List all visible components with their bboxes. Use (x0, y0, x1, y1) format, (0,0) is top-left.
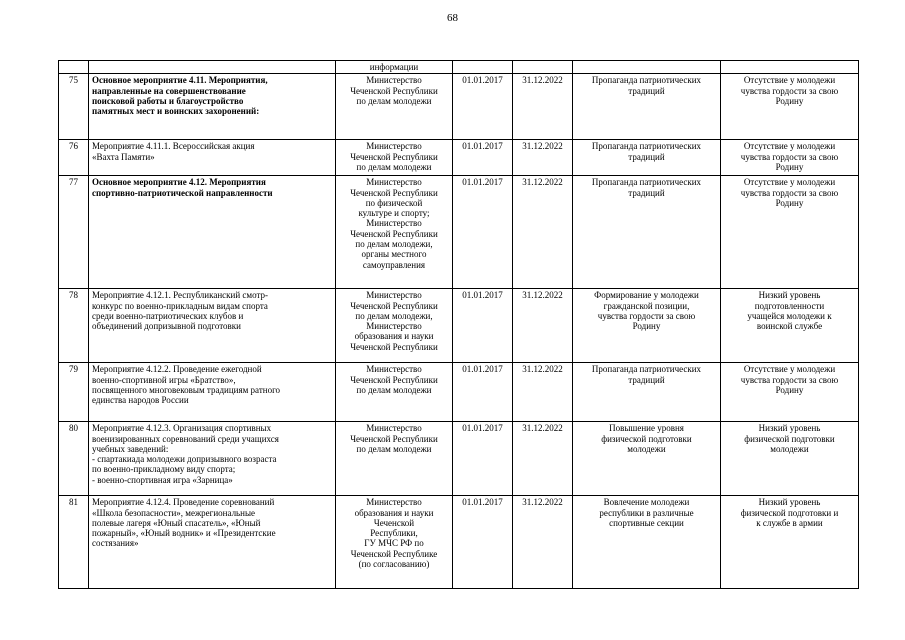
cell-text-line: по военно-прикладному виду спорта; (92, 464, 236, 475)
cell-text-line: молодежи (627, 443, 666, 454)
cell-text-line: Вовлечение молодежи (603, 497, 690, 508)
cell-text-line: посвященного многовековым традициям ратного (92, 384, 281, 395)
cell-text-line: (по согласованию) (358, 559, 430, 570)
executor-cell (336, 363, 453, 422)
measure-name-cell (89, 289, 336, 363)
consequence-cell (721, 363, 859, 422)
start-date-cell: 01.01.2017 (453, 140, 513, 176)
cell-text-line: чувства гордости за свою (740, 374, 839, 385)
expected-result-cell (573, 74, 721, 140)
table-row (59, 289, 859, 363)
cell-text-line: состязания» (92, 538, 139, 549)
action-plan-table (58, 60, 859, 589)
cell-text-line: Формирование у молодежи (594, 290, 699, 301)
row-number-cell: 78 (59, 289, 89, 363)
cell-text-line: воинской службе (756, 321, 823, 332)
row-number-cell: 81 (59, 496, 89, 589)
cell-text-line: Отсутствие у молодежи (743, 75, 836, 86)
cell-text-line: Министерство (366, 364, 422, 375)
cell-text-line: учебных заведений: (92, 443, 169, 454)
row-number-cell: 79 (59, 363, 89, 422)
consequence-cell (721, 496, 859, 589)
cell-text-line: Основное мероприятие 4.12. Мероприятия (92, 177, 266, 188)
start-date-cell: 01.01.2017 (453, 363, 513, 422)
cell-text-line: Отсутствие у молодежи (743, 364, 836, 375)
cell-text-line: - военно-спортивная игра «Зарница» (92, 474, 233, 485)
cell-text-line: полевые лагеря «Юный спасатель», «Юный (92, 517, 261, 528)
cell-text-line: Родину (775, 95, 804, 106)
cell-text-line: чувства гордости за свою (740, 151, 839, 162)
cell-text-line: Отсутствие у молодежи (743, 141, 836, 152)
cell-text-line: Чеченской Республики (350, 228, 438, 239)
cell-text-line: среди военно-патриотических клубов и (92, 310, 244, 321)
cell-text-line: образования и науки (354, 507, 434, 518)
cell-text-line: по делам молодежи, (355, 310, 433, 321)
cell-text-line: «Школа безопасности», межрегиональные (92, 507, 256, 518)
cell-text-line: Пропаганда патриотических (591, 177, 702, 188)
table-row (59, 140, 859, 176)
cell-text-line: по делам молодежи (356, 384, 432, 395)
consequence-cell (721, 422, 859, 496)
measure-name-cell (89, 363, 336, 422)
cell-text-line: традиций (628, 151, 665, 162)
measure-name-cell (89, 422, 336, 496)
cell-text-line: по делам молодежи, (355, 239, 433, 250)
cell-text-line: Родину (632, 321, 661, 332)
cell-text-line: традиций (628, 187, 665, 198)
row-number-cell (59, 61, 89, 74)
cell-text-line: направленные на совершенствование (92, 85, 246, 96)
measure-name-cell (89, 74, 336, 140)
cell-text-line: Низкий уровень (758, 497, 821, 508)
cell-text-line: Пропаганда патриотических (591, 364, 702, 375)
start-date-cell: 01.01.2017 (453, 74, 513, 140)
cell-text-line: учащейся молодежи к (747, 310, 832, 321)
cell-text-line: конкурс по военно-прикладным видам спорта (92, 300, 268, 311)
measure-name-cell (89, 176, 336, 289)
cell-text-line: военизированных соревнований среди учащихся (92, 433, 279, 444)
cell-text-line: образования и науки (354, 331, 434, 342)
executor-cell: информации (336, 61, 453, 74)
start-date-cell: 01.01.2017 (453, 422, 513, 496)
cell-text-line: Мероприятие 4.12.3. Организация спортивных (92, 423, 272, 434)
expected-result-cell (573, 363, 721, 422)
cell-text-line: Чеченской Республики (350, 433, 438, 444)
cell-text-line: Родину (775, 161, 804, 172)
row-number-cell: 76 (59, 140, 89, 176)
cell-text-line: спортивные секции (609, 517, 684, 528)
cell-text-line: Повышение уровня (609, 423, 684, 434)
cell-text-line: памятных мест и воинских захоронений: (92, 106, 260, 117)
cell-text-line: Министерство (366, 321, 422, 332)
table-row (59, 496, 859, 589)
cell-text-line: Мероприятие 4.12.4. Проведение соревнований (92, 497, 275, 508)
start-date-cell (453, 61, 513, 74)
start-date-cell: 01.01.2017 (453, 289, 513, 363)
executor-cell (336, 140, 453, 176)
cell-text-line: Пропаганда патриотических (591, 75, 702, 86)
cell-text-line: Министерство (366, 290, 422, 301)
executor-cell (336, 74, 453, 140)
cell-text-line: Пропаганда патриотических (591, 141, 702, 152)
expected-result-cell (573, 289, 721, 363)
cell-text-line: традиций (628, 85, 665, 96)
cell-text-line: Чеченской Республики (350, 300, 438, 311)
cell-text-line: военно-спортивной игры «Братство», (92, 374, 236, 385)
executor-cell (336, 176, 453, 289)
cell-text-line: Низкий уровень (758, 290, 821, 301)
measure-name-cell (89, 496, 336, 589)
cell-text-line: Министерство (366, 423, 422, 434)
cell-text-line: чувства гордости за свою (740, 85, 839, 96)
executor-cell (336, 289, 453, 363)
end-date-cell: 31.12.2022 (513, 140, 573, 176)
cell-text-line: чувства гордости за свою (597, 310, 696, 321)
cell-text-line: - спартакиада молодежи допризывного возраста (92, 454, 277, 465)
cell-text-line: объединений допризывной подготовки (92, 321, 241, 332)
cell-text-line: культуре и спорту; (358, 208, 430, 219)
consequence-cell (721, 140, 859, 176)
cell-text-line: физической подготовки (601, 433, 692, 444)
row-number-cell: 77 (59, 176, 89, 289)
end-date-cell: 31.12.2022 (513, 289, 573, 363)
cell-text-line: Министерство (366, 75, 422, 86)
cell-text-line: Родину (775, 384, 804, 395)
expected-result-cell (573, 61, 721, 74)
cell-text-line: спортивно-патриотической направленности (92, 187, 273, 198)
cell-text-line: по делам молодежи (356, 95, 432, 106)
cell-text-line: физической подготовки (744, 433, 835, 444)
cell-text-line: Министерство (366, 177, 422, 188)
cell-text-line: органы местного (361, 249, 427, 260)
cell-text-line: поисковой работы и благоустройство (92, 95, 244, 106)
cell-text-line: Министерство (366, 497, 422, 508)
table-row (59, 74, 859, 140)
cell-text-line: «Вахта Памяти» (92, 151, 155, 162)
cell-text-line: по делам молодежи (356, 161, 432, 172)
row-number-cell: 75 (59, 74, 89, 140)
continuation-row (59, 61, 859, 74)
cell-text-line: единства народов России (92, 395, 189, 406)
measure-name-cell (89, 61, 336, 74)
end-date-cell: 31.12.2022 (513, 363, 573, 422)
end-date-cell (513, 61, 573, 74)
cell-text-line: Мероприятие 4.11.1. Всероссийская акция (92, 141, 255, 152)
cell-text-line: Республики, (370, 528, 418, 539)
cell-text-line: подготовленности (754, 300, 825, 311)
executor-cell (336, 496, 453, 589)
consequence-cell (721, 74, 859, 140)
cell-text-line: Министерство (366, 218, 422, 229)
cell-text-line: Чеченской (373, 517, 415, 528)
cell-text-line: Чеченской Республики (350, 85, 438, 96)
cell-text-line: традиций (628, 374, 665, 385)
expected-result-cell (573, 140, 721, 176)
cell-text-line: Чеченской Республике (350, 548, 438, 559)
expected-result-cell (573, 422, 721, 496)
cell-text-line: молодежи (770, 443, 809, 454)
executor-cell (336, 422, 453, 496)
cell-text-line: Чеченской Республики (350, 374, 438, 385)
cell-text-line: гражданской позиции, (603, 300, 690, 311)
consequence-cell (721, 176, 859, 289)
expected-result-cell (573, 496, 721, 589)
cell-text-line: Чеченской Республики (350, 151, 438, 162)
cell-text-line: Родину (775, 197, 804, 208)
cell-text-line: Низкий уровень (758, 423, 821, 434)
table-row (59, 176, 859, 289)
cell-text-line: Мероприятие 4.12.1. Республиканский смотр- (92, 290, 269, 301)
cell-text-line: Чеченской Республики (350, 341, 438, 352)
cell-text-line: Основное мероприятие 4.11. Мероприятия, (92, 75, 268, 86)
end-date-cell: 31.12.2022 (513, 74, 573, 140)
end-date-cell: 31.12.2022 (513, 176, 573, 289)
end-date-cell: 31.12.2022 (513, 422, 573, 496)
consequence-cell (721, 289, 859, 363)
row-number-cell: 80 (59, 422, 89, 496)
cell-text-line: ГУ МЧС РФ по (364, 538, 424, 549)
cell-text-line: Чеченской Республики (350, 187, 438, 198)
consequence-cell (721, 61, 859, 74)
table-row (59, 363, 859, 422)
expected-result-cell (573, 176, 721, 289)
cell-text-line: Отсутствие у молодежи (743, 177, 836, 188)
cell-text-line: Министерство (366, 141, 422, 152)
cell-text-line: физической подготовки и (740, 507, 839, 518)
cell-text-line: самоуправления (362, 259, 426, 270)
cell-text-line: Мероприятие 4.12.2. Проведение ежегодной (92, 364, 262, 375)
start-date-cell: 01.01.2017 (453, 496, 513, 589)
cell-text-line: по физической (365, 197, 423, 208)
cell-text-line: чувства гордости за свою (740, 187, 839, 198)
start-date-cell: 01.01.2017 (453, 176, 513, 289)
cell-text-line: к службе в армии (756, 517, 823, 528)
table-body (59, 61, 859, 589)
page-number: 68 (447, 12, 458, 24)
table-row (59, 422, 859, 496)
end-date-cell: 31.12.2022 (513, 496, 573, 589)
cell-text-line: пожарный», «Юный водник» и «Президентские (92, 528, 276, 539)
cell-text-line: по делам молодежи (356, 443, 432, 454)
measure-name-cell (89, 140, 336, 176)
cell-text-line: республики в различные (599, 507, 694, 518)
